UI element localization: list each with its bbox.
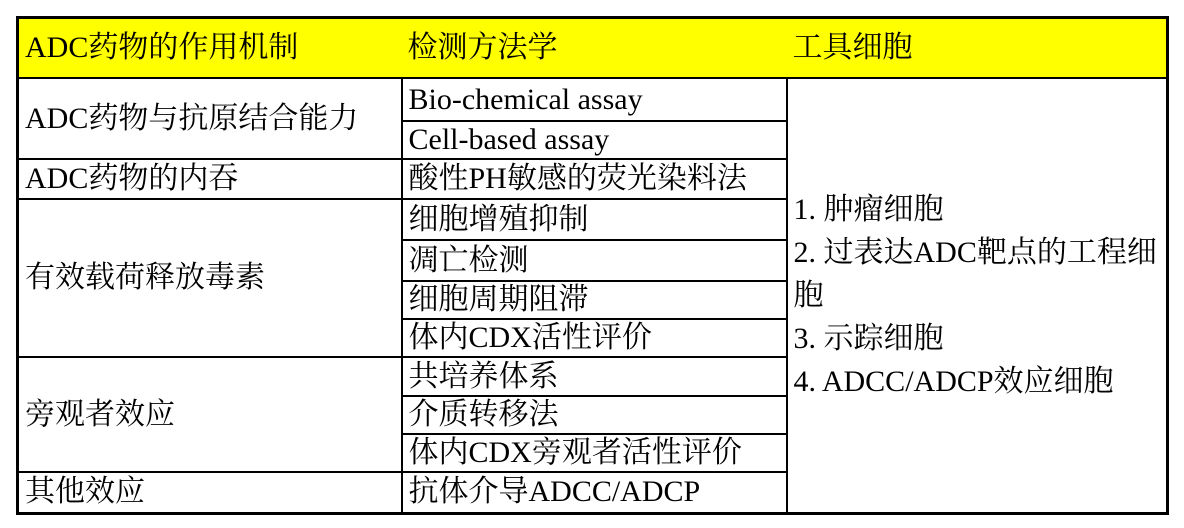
tool-cell-item: 4. ADCC/ADCP效应细胞	[793, 364, 1114, 398]
method-cell-medium-transfer: 介质转移法	[402, 396, 787, 434]
method-cell-cdx-activity: 体内CDX活性评价	[402, 319, 787, 357]
method-cell-cell-cycle-arrest: 细胞周期阻滞	[402, 281, 787, 319]
method-cell-adcc-adcp: 抗体介导ADCC/ADCP	[402, 472, 787, 513]
header-cell-tool-cells: 工具细胞	[787, 18, 1168, 79]
method-cell-biochemical-assay: Bio-chemical assay	[402, 78, 787, 121]
header-cell-mechanism: ADC药物的作用机制	[18, 18, 402, 79]
tool-cell-item: 2. 过表达ADC靶点的工程细胞	[793, 235, 1157, 312]
method-cell-ph-dye: 酸性PH敏感的荧光染料法	[402, 159, 787, 199]
mechanism-cell-antigen-binding: ADC药物与抗原结合能力	[18, 78, 402, 159]
method-cell-cell-based-assay: Cell-based assay	[402, 121, 787, 159]
tool-cells-cell	[787, 78, 1168, 513]
mechanism-cell-bystander-effect: 旁观者效应	[18, 357, 402, 472]
mechanism-cell-payload-release: 有效载荷释放毒素	[18, 199, 402, 357]
method-cell-cdx-bystander: 体内CDX旁观者活性评价	[402, 434, 787, 472]
method-cell-proliferation-inhibition: 细胞增殖抑制	[402, 199, 787, 240]
header-cell-method: 检测方法学	[402, 18, 787, 79]
table-header-row	[18, 18, 1168, 79]
tool-cell-item: 1. 肿瘤细胞	[793, 192, 944, 226]
method-cell-apoptosis: 凋亡检测	[402, 240, 787, 281]
method-cell-coculture: 共培养体系	[402, 357, 787, 396]
adc-mechanism-assay-table	[16, 16, 1169, 515]
mechanism-cell-internalization: ADC药物的内吞	[18, 159, 402, 199]
table-row	[18, 78, 1168, 121]
mechanism-cell-other-effects: 其他效应	[18, 472, 402, 513]
tool-cell-item: 3. 示踪细胞	[793, 321, 944, 355]
